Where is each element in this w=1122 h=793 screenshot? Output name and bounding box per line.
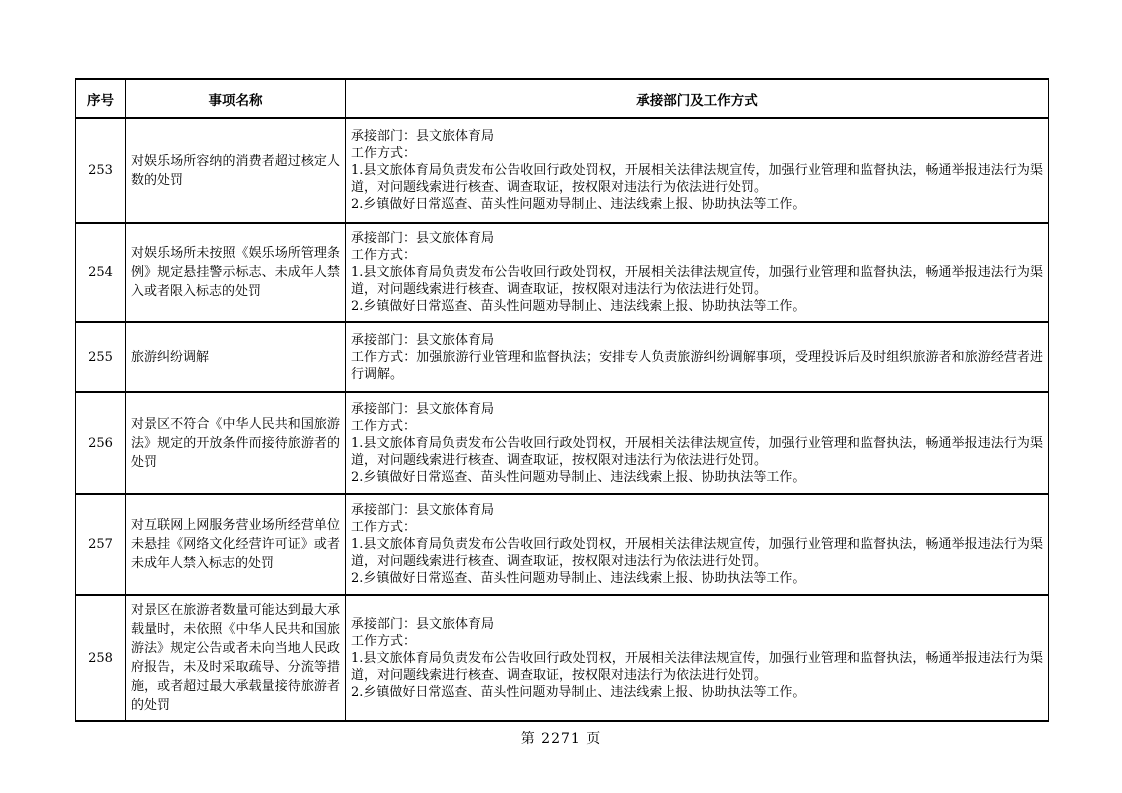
row-number: 258 bbox=[76, 595, 126, 721]
detail-line: 工作方式： bbox=[351, 146, 417, 161]
detail-line: 承接部门：县文旅体育局 bbox=[351, 231, 495, 246]
page-number: 第 2271 页 bbox=[520, 731, 602, 747]
detail-line: 2.乡镇做好日常巡查、苗头性问题劝导制止、违法线索上报、协助执法等工作。 bbox=[351, 299, 806, 314]
detail-line: 1.县文旅体育局负责发布公告收回行政处罚权，开展相关法律法规宣传，加强行业管理和监督执法，畅通举报违法行为渠道，对问题线索进行核查、调查取证，按权限对违法行为依法进行处罚。 bbox=[351, 265, 1043, 297]
matters-table bbox=[75, 78, 1049, 722]
table-row bbox=[76, 118, 1049, 223]
detail-line: 2.乡镇做好日常巡查、苗头性问题劝导制止、违法线索上报、协助执法等工作。 bbox=[351, 197, 806, 212]
row-item-name: 旅游纠纷调解 bbox=[126, 322, 346, 392]
detail-line: 工作方式：加强旅游行业管理和监督执法；安排专人负责旅游纠纷调解事项，受理投诉后及时组织旅游者和旅游经营者进行调解。 bbox=[351, 349, 1043, 382]
table-row bbox=[76, 223, 1049, 322]
detail-line: 承接部门：县文旅体育局 bbox=[351, 503, 495, 518]
row-item-name: 对娱乐场所容纳的消费者超过核定人数的处罚 bbox=[126, 118, 346, 223]
detail-line: 工作方式： bbox=[351, 520, 417, 535]
row-item-name: 对景区不符合《中华人民共和国旅游法》规定的开放条件而接待旅游者的处罚 bbox=[126, 392, 346, 494]
detail-line: 承接部门：县文旅体育局 bbox=[351, 401, 495, 417]
row-number: 255 bbox=[76, 322, 126, 392]
table-row bbox=[76, 392, 1049, 494]
table-body bbox=[76, 118, 1049, 721]
detail-line: 1.县文旅体育局负责发布公告收回行政处罚权，开展相关法律法规宣传，加强行业管理和监督执法，畅通举报违法行为渠道，对问题线索进行核查、调查取证，按权限对违法行为依法进行处罚。 bbox=[351, 163, 1043, 195]
detail-line: 承接部门：县文旅体育局 bbox=[351, 129, 495, 144]
table-row bbox=[76, 595, 1049, 721]
header-cell-no: 序号 bbox=[76, 79, 126, 118]
detail-line: 工作方式： bbox=[351, 633, 417, 649]
row-detail bbox=[346, 322, 1049, 392]
row-number: 256 bbox=[76, 392, 126, 494]
detail-line: 2.乡镇做好日常巡查、苗头性问题劝导制止、违法线索上报、协助执法等工作。 bbox=[351, 469, 806, 485]
row-detail bbox=[346, 392, 1049, 494]
row-item-name: 对娱乐场所未按照《娱乐场所管理条例》规定悬挂警示标志、未成年人禁入或者限入标志的处罚 bbox=[126, 223, 346, 322]
table-row bbox=[76, 322, 1049, 392]
table-row bbox=[76, 494, 1049, 595]
detail-line: 1.县文旅体育局负责发布公告收回行政处罚权，开展相关法律法规宣传，加强行业管理和监督执法，畅通举报违法行为渠道，对问题线索进行核查、调查取证，按权限对违法行为依法进行处罚。 bbox=[351, 537, 1043, 569]
row-detail bbox=[346, 223, 1049, 322]
detail-line: 工作方式： bbox=[351, 418, 417, 434]
detail-line: 承接部门：县文旅体育局 bbox=[351, 616, 495, 632]
detail-line: 1.县文旅体育局负责发布公告收回行政处罚权，开展相关法律法规宣传，加强行业管理和监督执法，畅通举报违法行为渠道，对问题线索进行核查、调查取证，按权限对违法行为依法进行处罚。 bbox=[351, 650, 1043, 683]
row-number: 253 bbox=[76, 118, 126, 223]
header-row bbox=[76, 79, 1049, 118]
table-header bbox=[76, 79, 1049, 118]
detail-line: 工作方式： bbox=[351, 248, 417, 263]
row-detail bbox=[346, 595, 1049, 721]
row-detail bbox=[346, 118, 1049, 223]
row-item-name: 对互联网上网服务营业场所经营单位未悬挂《网络文化经营许可证》或者未成年人禁入标志的处罚 bbox=[126, 494, 346, 595]
row-number: 257 bbox=[76, 494, 126, 595]
detail-line: 1.县文旅体育局负责发布公告收回行政处罚权，开展相关法律法规宣传，加强行业管理和监督执法，畅通举报违法行为渠道，对问题线索进行核查、调查取证，按权限对违法行为依法进行处罚。 bbox=[351, 435, 1043, 468]
row-item-name: 对景区在旅游者数量可能达到最大承载量时，未依照《中华人民共和国旅游法》规定公告或者未向当地人民政府报告，未及时采取疏导、分流等措施，或者超过最大承载量接待旅游者的处罚 bbox=[126, 595, 346, 721]
detail-line: 2.乡镇做好日常巡查、苗头性问题劝导制止、违法线索上报、协助执法等工作。 bbox=[351, 684, 806, 700]
detail-line: 2.乡镇做好日常巡查、苗头性问题劝导制止、违法线索上报、协助执法等工作。 bbox=[351, 571, 806, 586]
header-cell-name: 事项名称 bbox=[126, 79, 346, 118]
header-cell-department: 承接部门及工作方式 bbox=[346, 79, 1049, 118]
row-detail bbox=[346, 494, 1049, 595]
row-number: 254 bbox=[76, 223, 126, 322]
detail-line: 承接部门：县文旅体育局 bbox=[351, 332, 495, 348]
